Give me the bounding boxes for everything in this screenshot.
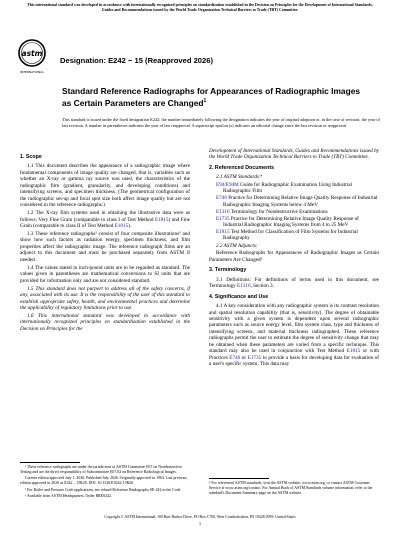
p12-b: ) and Fine Grain (comparable to class II of Test Method [20, 216, 190, 230]
astm-logo-icon [17, 38, 47, 78]
footnote-divider-right [209, 478, 269, 479]
section-heading-referenced: 2. Referenced Documents [209, 164, 275, 171]
p41-d: to provide a basis for developing data for evaluation of a user's specific system. This data may [209, 354, 379, 368]
link-e1815[interactable]: E1815 [114, 223, 129, 230]
page-number: 1 [198, 521, 202, 526]
paragraph-1-5: 1.5 This standard does not purport to address all of the safety concerns, if any, associated with its use. It is the responsibility of the user of this standard to establish appropriate safety, health, and environmental practices and determine the applicability of regulatory limitations prior to use. [20, 285, 190, 311]
reference-code-link[interactable]: E94/E94M [216, 181, 239, 188]
link-e1815[interactable]: E1815 [346, 348, 361, 355]
reference-code-link[interactable]: E1316 [216, 208, 230, 215]
link-e1735[interactable]: E1735 [247, 354, 262, 361]
paragraph-4-1 [209, 303, 379, 368]
section-heading-terminology: 3. Terminology [209, 267, 247, 274]
astm-logo [17, 38, 47, 78]
left-column [20, 150, 190, 334]
paragraph-1-1: 1.1 This document describes the appearance of a radiographic image where fundamental components of image quality are changed, that is, variables such as whether an X-ray or gamma ray source was used, the characteristics of the radiographic film (gradient, granularity, and developing conditions) and intensifying screens, and specimen thickness. (The geometrical configuration of the radiographic set-up and focal spot size both affect image quality but are not considered in the reference radiographs.) [20, 163, 190, 209]
reference-list [209, 182, 379, 242]
copyright-line: Copyright © ASTM International, 100 Barr Harbor Drive, PO Box C700, West Conshohocken, PA 19428-2959. United States [104, 515, 296, 519]
footnote-divider-left [20, 462, 80, 463]
footnote-2: ² For Boiler and Pressure Code applications, see related Reference Radiographs SE-242 in the Code. [25, 487, 182, 492]
svg-text:INTERNATIONAL: INTERNATIONAL [19, 70, 45, 74]
link-e1815[interactable]: E1815 [154, 216, 169, 223]
section-heading-scope: 1. Scope [20, 154, 42, 160]
p41-c: or [240, 354, 248, 361]
p31-b: , Section 3. [250, 283, 274, 290]
footnotes-left [20, 465, 190, 500]
reference-item [209, 182, 379, 195]
footnote-edition: Current edition approved July 1, 2026. Published July 2026. Originally approved in 1964. Last previous edition approved in 2020 as E242 – 15R20. DOI: 10.1520/E0242-15R26. [20, 476, 187, 486]
reference-title: Practice for Determining Relative Image Quality Response of Industrial Radiographic Imaging Systems from 4 to 25 MeV [223, 215, 359, 229]
p41-b: or with Practices [209, 348, 379, 361]
reference-item [209, 195, 379, 208]
issuance-statement: This standard is issued under the fixed designation E242; the number immediately following the designation indicates the year of original adoption or, in the case of revision, the year of last revision. A number in parentheses indicates the year of last reapproval. A superscript epsilon (ε) indicates an editorial change since the last revision or reapproval. [62, 117, 380, 128]
right-column [209, 148, 379, 369]
title-footnote-mark: 1 [203, 98, 207, 104]
reference-title: Test Method for Classification of Film Systems for Industrial Radiography [223, 228, 358, 242]
p41-a: 4.1 A key consideration with any radiographic system is its contrast resolution and spatial resolution capability (that is, sensitivity). The degree of obtainable sensitivity with a given system is dependent upon several radiographic parameters such as source energy level, film system class, type and thickness of intensifying screens, and material thickness radiographed. These reference radiographs permit the user to estimate the degree of sensitivity change that may be obtained when these parameters are varied from a specific technique. This standard may also be used in conjunction with Test Method [209, 303, 379, 355]
footnote-4: ⁴ For referenced ASTM standards, visit the ASTM website, www.astm.org, or contact ASTM Customer Service at www.astm.org/contact. For Annual Book of ASTM Standards volume information, refer to the standard's Document Summary page on the ASTM website. [209, 481, 373, 495]
link-e746[interactable]: E746 [229, 354, 241, 361]
paragraph-1-2 [20, 210, 190, 229]
subheading-astm-standards: 2.1 ASTM Standards:⁴ [216, 174, 263, 181]
footnote-3: ³ Available from ASTM Headquarters. Order RRE0242. [25, 494, 112, 499]
subheading-astm-adjuncts: 2.2 ASTM Adjuncts: [216, 242, 258, 249]
paragraph-1-3: 1.3 These reference radiographs² consist of four composite illustrations³ and show how such factors as radiation energy, specimen thickness, and film properties affect the radiographic image. The reference radiograph films are an adjunct to this document and must be purchased separately from ASTM if needed. [20, 230, 190, 263]
adjunct-item: Reference Radiographs for Appearances of Radiographic Images as Certain Parameters Are Changed³ [209, 250, 379, 263]
p12-a: 1.2 The X-ray film systems used in obtaining the illustrative data were as follows: Very Fine Grain (comparable to class I of Test Method [20, 210, 190, 223]
footnote-1: ¹ These reference radiographs are under the jurisdiction of ASTM Committee E07 on Nondestructive Testing and are the direct responsibility of Subcommittee E07.02 on Reference Radiological Images. [20, 465, 182, 474]
paragraph-1-4: 1.4 The values stated in inch-pound units are to be regarded as standard. The values given in parentheses are mathematical conversions to SI units that are provided for information only and are not considered standard. [20, 264, 190, 284]
svg-text:astm: astm [21, 49, 43, 58]
reference-item [209, 229, 379, 242]
title-text: Standard Reference Radiographs for Appearances of Radiographic Images as Certain Parameters are Changed [62, 86, 361, 108]
paragraph-3-1 [209, 277, 379, 290]
reference-title: Terminology for Nondestructive Examinations [229, 208, 328, 215]
link-e1316[interactable]: E1316 [237, 283, 251, 290]
reference-code-link[interactable]: E746 [216, 195, 227, 202]
p31-a: 3.1 Definitions: For definitions of terms used in this document, see Terminology [209, 276, 379, 290]
reference-code-link[interactable]: E1815 [216, 228, 230, 235]
page-title [62, 86, 362, 108]
paragraph-1-6-cont: Development of International Standards, Guides and Recommendations issued by the World Trade Organization Technical Barriers to Trade (TBT) Committee. [209, 148, 379, 161]
paragraph-1-6: 1.6 This international standard was developed in accordance with internationally recognized principles on standardization established in the Decision on Principles for the [20, 312, 190, 332]
reference-item [209, 209, 379, 215]
designation: Designation: E242 − 15 (Reapproved 2026) [60, 56, 213, 65]
p12-c: ). [128, 223, 132, 230]
wto-notice: This international standard was developed in accordance with internationally recognized principles on standardization established in the Decision on Principles for the Development of International Standards, Guides and Recommendations issued by the World Trade Organization Technical Barriers to Trade (TBT) Committee. [27, 3, 373, 12]
reference-title: Practice for Determining Relative Image Quality Response of Industrial Radiographic Imaging Systems below 4 MeV [223, 195, 378, 208]
reference-code-link[interactable]: E1735 [216, 215, 230, 222]
reference-item [209, 216, 379, 229]
section-heading-significance: 4. Significance and Use [209, 293, 269, 300]
reference-title: Guide for Radiographic Examination Using Industrial Radiographic Film [223, 181, 353, 195]
